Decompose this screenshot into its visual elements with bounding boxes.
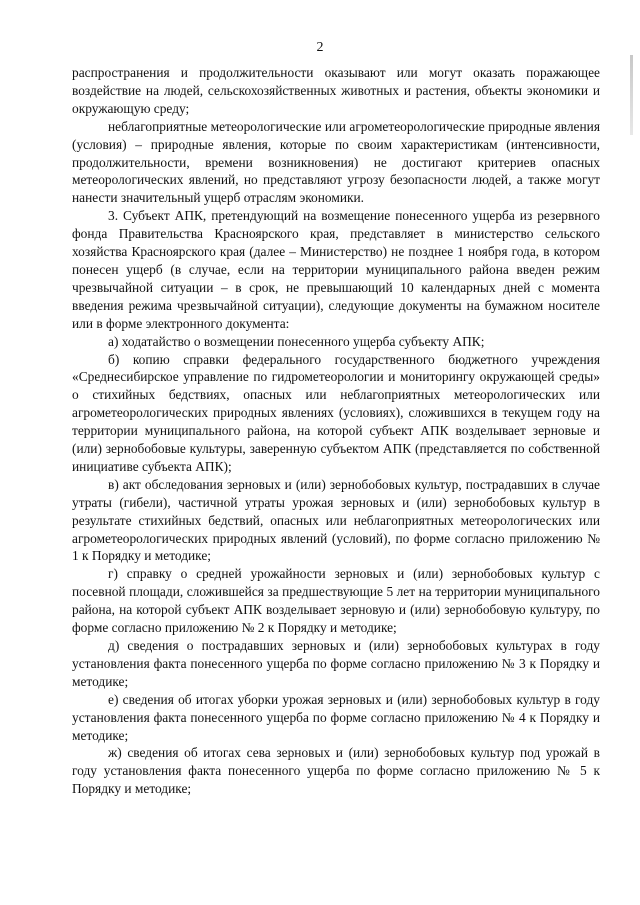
list-item-g: г) справку о средней урожайности зерновых и (или) зернобобовых культур с посевной площади, сложившейся за предшествующие 5 лет на территории муниципального района, на которой субъект АПК возделывает зерновую и (или) зернобобовую культуру, по форме согласно приложению № 2 к Порядку и методике; <box>72 566 600 636</box>
scan-edge-mark <box>630 55 633 135</box>
list-item-b: б) копию справки федерального государственного бюджетного учреждения «Среднесибирское управление по гидрометеорологии и мониторингу окружающей среды» о стихийных бедствиях, опасных или неблагоприятных метеорологических или агрометеорологических природных явлениях (условиях), сложившихся в текущем году на территории муниципального района, на которой субъект АПК возделывает зерновые и (или) зернобобовые культуры, заверенную субъектом АПК (представляется по собственной инициативе субъекта АПК); <box>72 351 600 474</box>
paragraph-item-3: 3. Субъект АПК, претендующий на возмещение понесенного ущерба из резервного фонда Правительства Красноярского края, представляет в министерство сельского хозяйства Красноярского края (далее – Министерство) не позднее 1 ноября года, в котором понесен ущерб (в случае, если на территории муниципального района введен режим чрезвычайной ситуации – в срок, не превышающий 10 календарных дней с момента введения режима чрезвычайной ситуации), следующие документы на бумажном носителе или в форме электронного документа: <box>72 208 600 331</box>
page-number: 2 <box>316 40 324 55</box>
list-item-v: в) акт обследования зерновых и (или) зернобобовых культур, пострадавших в случае утраты (гибели), частичной утраты урожая зерновых и (или) зернобобовых культур в результате стихийных бедствий, опасных или неблагоприятных метеорологических или агрометеорологических природных явлений (условий), по форме согласно приложению № 1 к Порядку и методике; <box>72 476 600 564</box>
paragraph-definition-unfavorable: неблагоприятные метеорологические или агрометеорологические природные явления (условия) – природные явления, которые по своим характеристикам (интенсивности, продолжительности, времени возникновения) не достигают критериев опасных метеорологических явлений, но представляют угрозу безопасности людей, а также могут нанести значительный ущерб отраслям экономики. <box>72 118 600 206</box>
list-item-zh: ж) сведения об итогах сева зерновых и (или) зернобобовых культур под урожай в году установления факта понесенного ущерба по форме согласно приложению № 5 к Порядку и методике; <box>72 745 600 797</box>
list-item-d: д) сведения о пострадавших зерновых и (или) зернобобовых культурах в году установления факта понесенного ущерба по форме согласно приложению № 3 к Порядку и методике; <box>72 638 600 689</box>
paragraph-continuation: распространения и продолжительности оказывают или могут оказать поражающее воздействие на людей, сельскохозяйственных животных и растения, объекты экономики и окружающую среду; <box>72 65 600 116</box>
list-item-e: е) сведения об итогах уборки урожая зерновых и (или) зернобобовых культур в году установления факта понесенного ущерба по форме согласно приложению № 4 к Порядку и методике; <box>72 691 600 743</box>
document-body <box>72 64 600 798</box>
list-item-a: а) ходатайство о возмещении понесенного ущерба субъекту АПК; <box>108 333 485 349</box>
